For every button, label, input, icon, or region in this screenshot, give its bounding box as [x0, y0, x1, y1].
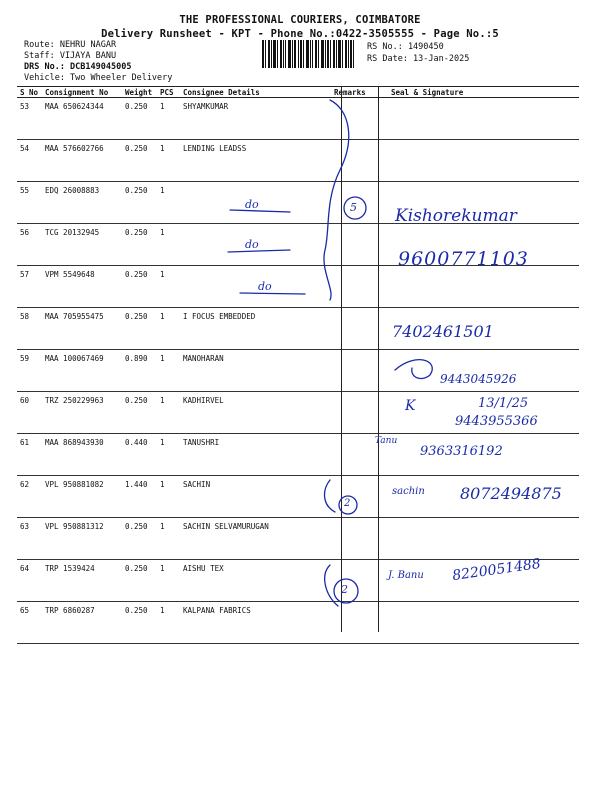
cell-pcs: 1: [157, 308, 180, 350]
cell-sno: 57: [17, 266, 42, 308]
handwriting-phone: 9600771103: [398, 248, 529, 270]
cell-pcs: 1: [157, 224, 180, 266]
cell-sno: 64: [17, 560, 42, 602]
handwriting-signature: Kishorekumar: [395, 206, 517, 226]
cell-sno: 58: [17, 308, 42, 350]
handwriting-signature: K: [405, 398, 416, 414]
col-header-pcs: PCS: [157, 87, 180, 98]
company-title: THE PROFESSIONAL COURIERS, COIMBATORE: [179, 14, 421, 26]
cell-details: TANUSHRI: [180, 434, 331, 476]
cell-weight: 0.250: [122, 182, 157, 224]
cell-pcs: 1: [157, 182, 180, 224]
drs-number: DRS No.: DCB149045005: [24, 62, 132, 72]
handwriting-remark: 2: [344, 498, 351, 509]
cell-weight: 0.250: [122, 224, 157, 266]
cell-pcs: 1: [157, 602, 180, 644]
signature-stroke: [395, 360, 432, 379]
cell-sno: 54: [17, 140, 42, 182]
handwriting-phone: 9363316192: [420, 444, 503, 459]
cell-details: SHYAMKUMAR: [180, 98, 331, 140]
handwriting-phone: 9443955366: [455, 414, 538, 429]
cell-consignment: MAA 576602766: [42, 140, 122, 182]
cell-consignment: TRP 6860287: [42, 602, 122, 644]
col-header-sno: S No: [17, 87, 42, 98]
handwriting-phone: 9443045926: [440, 372, 517, 386]
handwriting-phone: 7402461501: [392, 322, 494, 341]
cell-details: SACHIN: [180, 476, 331, 518]
cell-consignment: VPL 950881082: [42, 476, 122, 518]
cell-sno: 60: [17, 392, 42, 434]
handwriting-ditto: do: [258, 280, 272, 293]
cell-details: KADHIRVEL: [180, 392, 331, 434]
cell-pcs: 1: [157, 392, 180, 434]
cell-details: LENDING LEADSS: [180, 140, 331, 182]
col-header-weight: Weight: [122, 87, 157, 98]
cell-pcs: 1: [157, 434, 180, 476]
cell-weight: 0.250: [122, 392, 157, 434]
cell-weight: 0.250: [122, 518, 157, 560]
cell-pcs: 1: [157, 518, 180, 560]
cell-sno: 53: [17, 98, 42, 140]
handwriting-signature: J. Banu: [388, 570, 424, 581]
cell-pcs: 1: [157, 266, 180, 308]
remarks-bracket-stroke: [325, 480, 335, 512]
cell-weight: 0.250: [122, 560, 157, 602]
ditto-underline: [228, 250, 290, 252]
handwriting-ditto: do: [245, 198, 259, 211]
cell-consignment: TCG 20132945: [42, 224, 122, 266]
handwriting-remark: 5: [350, 201, 357, 214]
cell-weight: 0.250: [122, 602, 157, 644]
remarks-bracket-stroke: [324, 100, 349, 300]
cell-details: I FOCUS EMBEDDED: [180, 308, 331, 350]
cell-sno: 65: [17, 602, 42, 644]
rs-date: RS Date: 13-Jan-2025: [367, 54, 470, 64]
ditto-underline: [240, 293, 305, 294]
col-header-seal: Seal & Signature: [371, 87, 579, 98]
cell-pcs: 1: [157, 350, 180, 392]
cell-pcs: 1: [157, 140, 180, 182]
cell-details: MANOHARAN: [180, 350, 331, 392]
cell-weight: 0.250: [122, 140, 157, 182]
cell-sno: 61: [17, 434, 42, 476]
route-label: Route: NEHRU NAGAR: [24, 40, 117, 50]
cell-weight: 0.250: [122, 266, 157, 308]
cell-consignment: MAA 650624344: [42, 98, 122, 140]
handwriting-ditto: do: [245, 238, 259, 251]
cell-sno: 59: [17, 350, 42, 392]
handwriting-remark: 2: [341, 583, 348, 596]
cell-consignment: MAA 868943930: [42, 434, 122, 476]
cell-sno: 56: [17, 224, 42, 266]
cell-weight: 0.250: [122, 98, 157, 140]
cell-details: AISHU TEX: [180, 560, 331, 602]
runsheet-subtitle: Delivery Runsheet - KPT - Phone No.:0422-3505555 - Page No.:5: [101, 28, 499, 40]
cell-sno: 55: [17, 182, 42, 224]
cell-consignment: VPM 5549648: [42, 266, 122, 308]
handwriting-phone: 8220051488: [451, 555, 542, 585]
cell-consignment: MAA 705955475: [42, 308, 122, 350]
vehicle-label: Vehicle: Two Wheeler Delivery: [24, 73, 173, 83]
col-header-consignment: Consignment No: [42, 87, 122, 98]
cell-consignment: MAA 100067469: [42, 350, 122, 392]
handwriting-phone: 8072494875: [460, 484, 562, 503]
handwriting-signature: Tanu: [375, 436, 398, 446]
cell-consignment: TRP 1539424: [42, 560, 122, 602]
cell-weight: 0.890: [122, 350, 157, 392]
col-header-remarks: Remarks: [331, 87, 371, 98]
col-header-details: Consignee Details: [180, 87, 331, 98]
staff-label: Staff: VIJAYA BANU: [24, 51, 117, 61]
cell-weight: 0.250: [122, 308, 157, 350]
handwriting-date: 13/1/25: [478, 396, 529, 411]
rs-number: RS No.: 1490450: [367, 42, 444, 52]
cell-pcs: 1: [157, 560, 180, 602]
cell-pcs: 1: [157, 476, 180, 518]
cell-weight: 1.440: [122, 476, 157, 518]
cell-weight: 0.440: [122, 434, 157, 476]
cell-details: KALPANA FABRICS: [180, 602, 331, 644]
cell-details: SACHIN SELVAMURUGAN: [180, 518, 331, 560]
cell-consignment: EDQ 26008883: [42, 182, 122, 224]
cell-consignment: TRZ 250229963: [42, 392, 122, 434]
handwriting-signature: sachin: [392, 486, 425, 497]
cell-sno: 62: [17, 476, 42, 518]
cell-consignment: VPL 950881312: [42, 518, 122, 560]
cell-pcs: 1: [157, 98, 180, 140]
ditto-underline: [230, 210, 290, 212]
cell-sno: 63: [17, 518, 42, 560]
